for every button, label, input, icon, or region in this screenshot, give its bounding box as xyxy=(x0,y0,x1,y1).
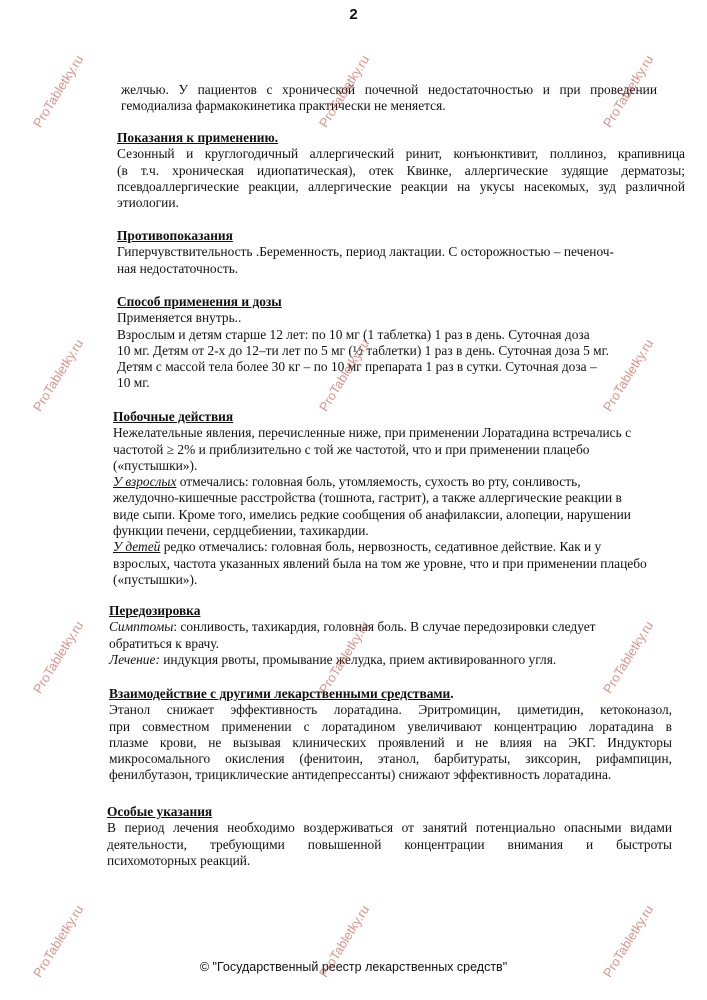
side-effects-heading: Побочные действия xyxy=(113,409,234,424)
indications-section xyxy=(117,130,685,211)
overdose-section xyxy=(109,603,669,668)
overdose-line: обратиться к врачу. xyxy=(109,635,219,651)
indications-line: этиологии. xyxy=(117,195,179,211)
intro-paragraph xyxy=(121,82,657,115)
interactions-heading-line xyxy=(109,686,672,702)
adults-text: отмечались: головная боль, утомляемость, сухость во рту, сонливость, xyxy=(176,474,581,490)
overdose-symptoms-line xyxy=(109,619,669,635)
watermark: ProTabletky.ru xyxy=(316,336,373,414)
interactions-heading-dot: . xyxy=(450,686,454,701)
interactions-heading: Взаимодействие с другими лекарственными средствами xyxy=(109,686,451,701)
special-heading: Особые указания xyxy=(107,804,213,819)
children-label: У детей xyxy=(113,539,161,555)
side-effects-line: желудочно-кишечные расстройства (тошнота, гастрит), а также аллергические реакции в xyxy=(113,490,622,506)
special-line: психомоторных реакций. xyxy=(107,852,251,868)
indications-line: (в т.ч. хроническая идиопатическая), отек Квинке, аллергические зудящие дерматозы; xyxy=(117,162,685,178)
interactions-line: плазме крови, не вызывая клинических проявлений и не влияя на ЭКГ. Индукторы xyxy=(109,734,672,750)
watermark: ProTabletky.ru xyxy=(316,618,373,696)
contraindications-heading: Противопоказания xyxy=(117,228,233,243)
special-line: деятельности, требующими повышенной концентрации внимания и быстроты xyxy=(107,836,672,852)
watermark: ProTabletky.ru xyxy=(30,336,87,414)
interactions-section xyxy=(109,686,672,784)
contraindications-section xyxy=(117,228,657,277)
side-effects-children-line xyxy=(113,539,673,555)
page-number: 2 xyxy=(349,6,358,23)
dosage-line: Применяется внутрь.. xyxy=(117,310,242,326)
side-effects-line: Нежелательные явления, перечисленные ниже, при применении Лоратадина встречались с xyxy=(113,425,632,441)
indications-line: Сезонный и круглогодичный аллергический ринит, конъюнктивит, поллиноз, крапивница xyxy=(117,146,685,162)
overdose-treatment-line xyxy=(109,652,669,668)
interactions-line: Этанол снижает эффективность лоратадина. Эритромицин, циметидин, кетоконазол, xyxy=(109,702,672,718)
side-effects-line: виде сыпи. Кроме того, имелись редкие сообщения об анафилаксии, алопеции, нарушении xyxy=(113,506,631,522)
side-effects-adults-line xyxy=(113,474,673,490)
dosage-heading: Способ применения и дозы xyxy=(117,294,282,309)
intro-line: желчью. У пациентов с хронической почечной недостаточностью и при проведении xyxy=(121,82,657,97)
adults-label: У взрослых xyxy=(113,474,177,490)
special-line: В период лечения необходимо воздерживаться от занятий потенциально опасными видами xyxy=(107,820,672,836)
watermark: ProTabletky.ru xyxy=(600,902,657,980)
indications-heading: Показания к применению. xyxy=(117,130,279,145)
contraindications-line: ная недостаточность. xyxy=(117,260,239,276)
dosage-line: 10 мг. xyxy=(117,375,150,391)
treatment-label: Лечение: xyxy=(109,651,160,667)
dosage-line: 10 мг. Детям от 2-х до 12–ти лет по 5 мг (½ таблетки) 1 раз в день. Суточная доза 5 мг. xyxy=(117,342,609,358)
special-section xyxy=(107,804,672,869)
watermark: ProTabletky.ru xyxy=(316,52,373,130)
dosage-line: Детям с массой тела более 30 кг – по 10 мг препарата 1 раз в сутки. Суточная доза – xyxy=(117,359,597,375)
symptoms-label: Симптомы xyxy=(109,619,174,635)
watermark: ProTabletky.ru xyxy=(30,618,87,696)
interactions-line: фенилбутазон, трициклические антидепрессанты) снижают эффективность лоратадина. xyxy=(109,767,612,783)
interactions-line: микросомального окисления (фенитоин, этанол, барбитураты, зиксорин, рифампицин, xyxy=(109,751,672,767)
footer-copyright: © "Государственный реестр лекарственных средств" xyxy=(199,960,508,974)
treatment-text: индукция рвоты, промывание желудка, прием активированного угля. xyxy=(159,651,557,667)
interactions-line: при совместном применении с лоратадином увеличивают концентрацию лоратадина в xyxy=(109,718,672,734)
dosage-line: Взрослым и детям старше 12 лет: по 10 мг (1 таблетка) 1 раз в день. Суточная доза xyxy=(117,326,590,342)
symptoms-text: : сонливость, тахикардия, головная боль. В случае передозировки следует xyxy=(173,619,596,635)
watermark: ProTabletky.ru xyxy=(30,52,87,130)
contraindications-line: Гиперчувствительность .Беременность, период лактации. С осторожностью – печеноч- xyxy=(117,244,614,260)
side-effects-line: частотой ≥ 2% и приблизительно с той же частотой, что и при применении плацебо xyxy=(113,441,590,457)
watermark: ProTabletky.ru xyxy=(316,902,373,980)
side-effects-line: («пустышки»). xyxy=(113,571,198,587)
side-effects-line: взрослых, частота указанных явлений была на том же уровне, что и при применении плацебо xyxy=(113,555,647,571)
watermark: ProTabletky.ru xyxy=(30,902,87,980)
overdose-heading: Передозировка xyxy=(109,603,201,618)
side-effects-line: («пустышки»). xyxy=(113,457,198,473)
children-text: редко отмечались: головная боль, нервозность, седативное действие. Как и у xyxy=(160,539,602,555)
intro-line: гемодиализа фармакокинетика практически не меняется. xyxy=(121,98,446,114)
watermark: ProTabletky.ru xyxy=(600,618,657,696)
watermark: ProTabletky.ru xyxy=(600,52,657,130)
side-effects-section xyxy=(113,409,673,588)
side-effects-line: функции печени, сердцебиении, тахикардии. xyxy=(113,523,369,539)
indications-line: псевдоаллергические реакции, аллергические реакции на укусы насекомых, зуд различной xyxy=(117,178,685,194)
dosage-section xyxy=(117,294,657,392)
watermark: ProTabletky.ru xyxy=(600,336,657,414)
